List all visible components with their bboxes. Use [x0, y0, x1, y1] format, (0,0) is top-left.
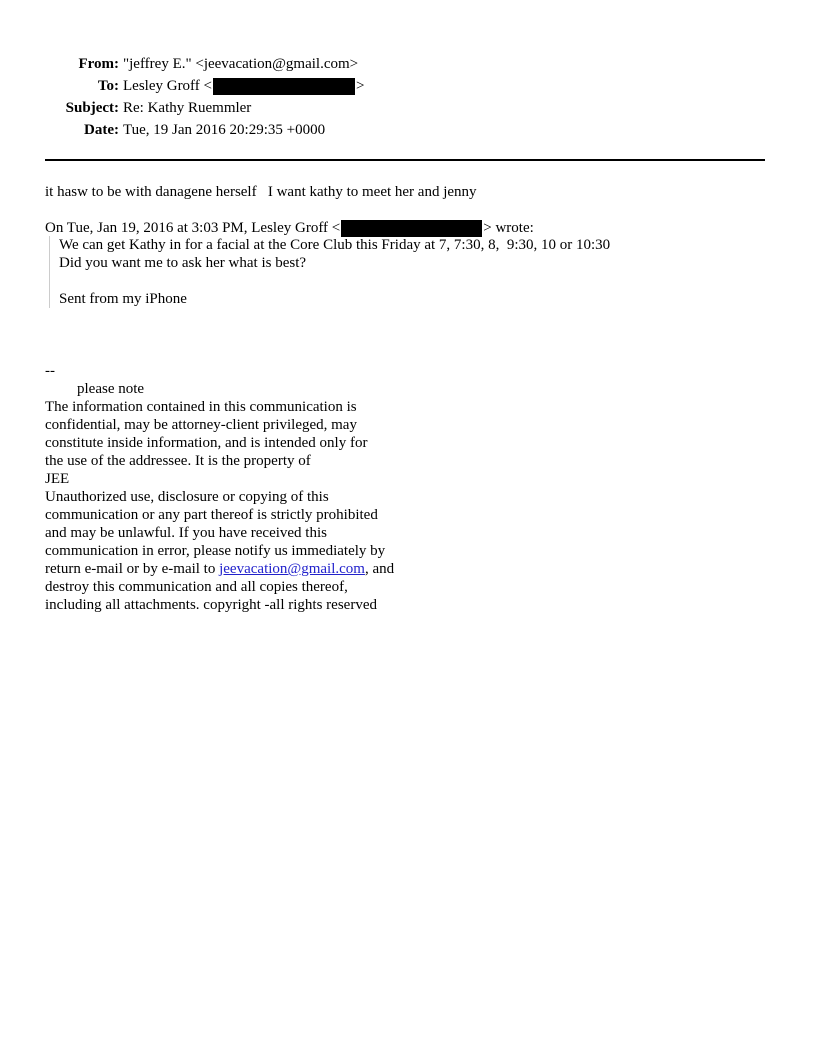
signature-line: the use of the addressee. It is the property of [45, 453, 311, 469]
signature-line: communication or any part thereof is strictly prohibited [45, 507, 378, 523]
signature-line: and may be unlawful. If you have received this [45, 525, 327, 541]
link-line-prefix: return e-mail or by e-mail to [45, 561, 220, 577]
signature-line: The information contained in this communication is [45, 399, 357, 415]
redaction-bar [341, 220, 482, 237]
from-row [45, 53, 364, 75]
to-name: Lesley Groff < [123, 78, 212, 94]
to-closing-bracket: > [356, 78, 365, 94]
quote-attribution [45, 219, 534, 237]
quoted-line: Sent from my iPhone [59, 291, 187, 307]
signature-line: confidential, may be attorney-client privileged, may [45, 417, 357, 433]
quote-attribution-prefix: On Tue, Jan 19, 2016 at 3:03 PM, Lesley Groff < [45, 220, 341, 236]
signature-separator: -- [45, 363, 55, 379]
to-label: To: [97, 78, 119, 94]
quoted-line: We can get Kathy in for a facial at the Core Club this Friday at 7, 7:30, 8, 9:30, 10 or 10:30 [59, 237, 611, 253]
signature-note: please note [77, 381, 145, 397]
signature-line: including all attachments. copyright -all rights reserved [45, 597, 377, 613]
header-divider [45, 159, 765, 161]
from-value: "jeffrey E." <jeevacation@gmail.com> [123, 56, 359, 72]
date-row [45, 119, 364, 141]
from-label: From: [78, 56, 119, 72]
signature-line: Unauthorized use, disclosure or copying of this [45, 489, 329, 505]
quoted-line [59, 272, 610, 290]
subject-value: Re: Kathy Ruemmler [123, 100, 252, 116]
signature-line: JEE [45, 471, 70, 487]
quoted-line: Did you want me to ask her what is best? [59, 255, 307, 271]
signature-line: communication in error, please notify us immediately by [45, 543, 386, 559]
date-value: Tue, 19 Jan 2016 20:29:35 +0000 [123, 122, 326, 138]
email-signature [45, 362, 394, 614]
quoted-message [49, 236, 610, 308]
quote-attribution-suffix: > wrote: [483, 220, 534, 236]
link-line-suffix: , and [364, 561, 395, 577]
subject-row [45, 97, 364, 119]
subject-label: Subject: [65, 100, 119, 116]
date-label: Date: [84, 122, 119, 138]
email-link[interactable]: jeevacation@gmail.com [219, 561, 365, 577]
redaction-bar [213, 78, 355, 95]
signature-line: constitute inside information, and is intended only for [45, 435, 368, 451]
signature-link-line [45, 560, 394, 578]
to-value [123, 75, 364, 97]
reply-text: it hasw to be with danagene herself I want kathy to meet her and jenny [45, 184, 477, 200]
signature-line: destroy this communication and all copies thereof, [45, 579, 348, 595]
email-header [45, 53, 364, 141]
to-row [45, 75, 364, 97]
